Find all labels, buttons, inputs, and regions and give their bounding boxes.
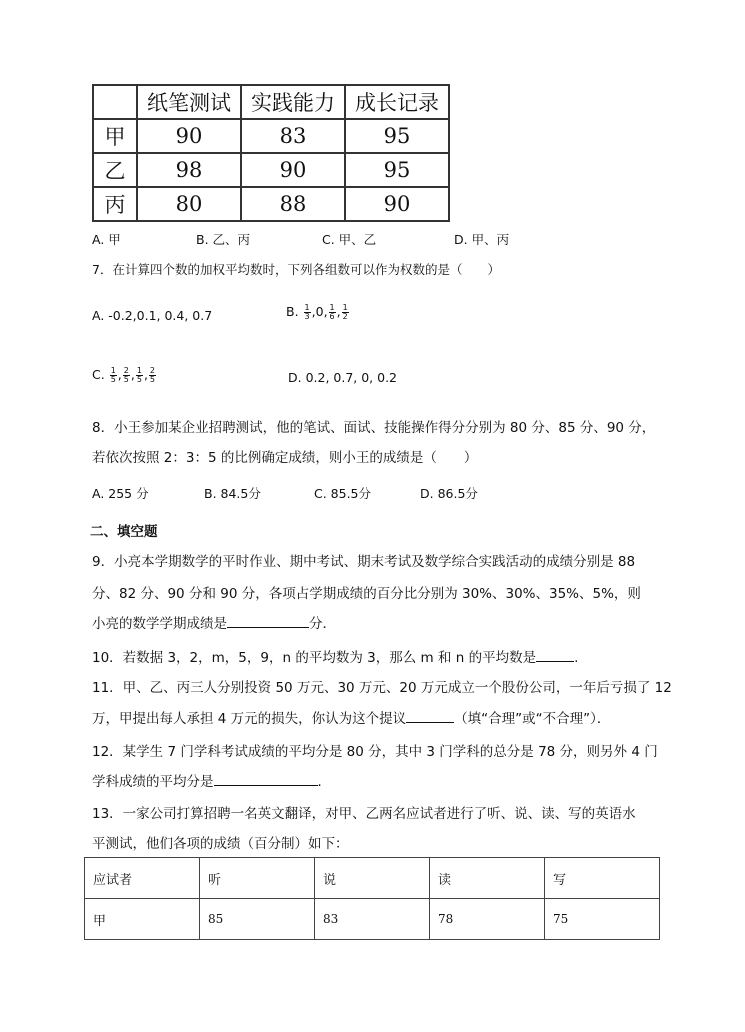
table-cell: 乙: [93, 153, 137, 187]
denominator: 5: [110, 375, 116, 384]
fraction: [329, 304, 336, 321]
table-header-cell: 听: [200, 858, 315, 899]
q8-option-a: A. 255 分: [92, 486, 149, 501]
table-header-cell: 读: [430, 858, 545, 899]
q9-line3: [92, 612, 336, 632]
answer-blank[interactable]: [536, 647, 574, 662]
q13-line2: 平测试，他们各项的成绩（百分制）如下：: [92, 836, 349, 852]
numerator: 1: [110, 366, 116, 375]
q11-line2: [92, 707, 610, 727]
fraction: [136, 367, 143, 384]
q10-text-end: .: [574, 650, 579, 666]
answer-blank[interactable]: [406, 708, 454, 723]
q12-text: 学科成绩的平均分是: [92, 774, 214, 790]
q9-text: 小亮的数学学期成绩是: [92, 616, 227, 632]
table-header-cell: 纸笔测试: [137, 85, 241, 119]
table-cell: 甲: [93, 119, 137, 153]
table-header-cell: 说: [315, 858, 430, 899]
q11-text: 万，甲提出每人承担 4 万元的损失，你认为这个提议: [92, 711, 407, 727]
english-test-table: [84, 857, 660, 940]
q6-option-d: D. 甲、丙: [454, 232, 510, 247]
q13-line1: 13．一家公司打算招聘一名英文翻译，对甲、乙两名应试者进行了听、说、读、写的英语水: [92, 806, 636, 822]
q9-text-end: 分．: [309, 616, 336, 632]
table-cell: 75: [545, 899, 660, 940]
table-cell: 95: [345, 119, 449, 153]
fraction: [149, 367, 156, 384]
table-cell: 85: [200, 899, 315, 940]
denominator: 5: [136, 375, 142, 384]
denominator: 6: [329, 312, 335, 321]
q8-option-d: D. 86.5分: [420, 486, 478, 501]
table-header-cell: 应试者: [85, 858, 200, 899]
q7-stem: 7．在计算四个数的加权平均数时，下列各组数可以作为权数的是（ ）: [92, 262, 500, 277]
fraction: [123, 367, 130, 384]
score-table: [92, 84, 450, 222]
q7-option-d: D. 0.2, 0.7, 0, 0.2: [288, 370, 398, 385]
fraction: [110, 367, 117, 384]
numerator: 1: [136, 366, 142, 375]
section-heading: 二、填空题: [90, 524, 158, 540]
q7-option-c: C. $\frac{1}{5}$ , $\frac{2}{5}$ , $\frac{1}{5}$ , $\frac{2}{5}$: [92, 366, 156, 384]
option-label: C.: [92, 367, 105, 382]
table-cell: 90: [345, 187, 449, 221]
table-row: [93, 153, 449, 187]
table-cell: 98: [137, 153, 241, 187]
answer-blank[interactable]: [214, 771, 318, 786]
q12-line2: [92, 770, 331, 790]
q9-line2: 分、82 分、90 分和 90 分，各项占学期成绩的百分比分别为 30%、30%、35%、5%，则: [92, 586, 641, 602]
answer-blank[interactable]: [227, 613, 309, 628]
numerator: 1: [304, 303, 310, 312]
q7-option-b: B. $\frac{1}{3}$ ,0, $\frac{1}{6}$ , $\frac{1}{2}$: [286, 303, 348, 321]
denominator: 2: [342, 312, 348, 321]
numerator: 2: [123, 366, 129, 375]
q9-line1: 9．小亮本学期数学的平时作业、期中考试、期末考试及数学综合实践活动的成绩分别是 88: [92, 554, 636, 570]
q10-text: 10．若数据 3，2，m，5，9，n 的平均数为 3，那么 m 和 n 的平均数是: [92, 650, 537, 666]
q10-line: [92, 646, 578, 666]
q6-option-b: B. 乙、丙: [196, 232, 251, 247]
q6-option-c: C. 甲、乙: [322, 232, 377, 247]
numerator: 1: [329, 303, 335, 312]
q6-option-a: A. 甲: [92, 232, 121, 247]
table-row: [93, 187, 449, 221]
table-cell: 甲: [85, 899, 200, 940]
table-cell: 83: [241, 119, 345, 153]
numerator: 1: [342, 303, 348, 312]
denominator: 5: [149, 375, 156, 384]
table-header-cell: 写: [545, 858, 660, 899]
fraction: [342, 304, 349, 321]
q12-line1: 12．某学生 7 门学科考试成绩的平均分是 80 分，其中 3 门学科的总分是 78 分，则另外 4 门: [92, 744, 658, 760]
table-row: [93, 119, 449, 153]
table-cell: 80: [137, 187, 241, 221]
q12-text-end: ．: [317, 774, 331, 790]
table-cell: 90: [241, 153, 345, 187]
table-header-row: [85, 858, 660, 899]
table-cell: 78: [430, 899, 545, 940]
table-header-row: [93, 85, 449, 119]
q7-option-a: A. -0.2,0.1, 0.4, 0.7: [92, 308, 213, 323]
table-header-cell: 成长记录: [345, 85, 449, 119]
q8-line2: 若依次按照 2：3：5 的比例确定成绩，则小王的成绩是（ ）: [92, 450, 478, 466]
table-header-cell: [93, 85, 137, 119]
denominator: 3: [304, 312, 310, 321]
table-cell: 88: [241, 187, 345, 221]
table-cell: 95: [345, 153, 449, 187]
q11-text-end: （填“合理”或“不合理”）．: [454, 711, 611, 727]
q11-line1: 11．甲、乙、丙三人分别投资 50 万元、30 万元、20 万元成立一个股份公司，一年后亏损了 12: [92, 680, 672, 696]
option-label: B.: [286, 304, 299, 319]
q8-option-c: C. 85.5分: [314, 486, 372, 501]
table-cell: 90: [137, 119, 241, 153]
table-cell: 丙: [93, 187, 137, 221]
numerator: 2: [149, 366, 156, 375]
table-cell: 83: [315, 899, 430, 940]
table-header-cell: 实践能力: [241, 85, 345, 119]
q8-line1: 8．小王参加某企业招聘测试，他的笔试、面试、技能操作得分分别为 80 分、85 分、90 分，: [92, 420, 656, 436]
table-row: [85, 899, 660, 940]
q8-option-b: B. 84.5分: [204, 486, 261, 501]
denominator: 5: [123, 375, 129, 384]
fraction: [304, 304, 311, 321]
option-text: ,0,: [311, 304, 328, 319]
